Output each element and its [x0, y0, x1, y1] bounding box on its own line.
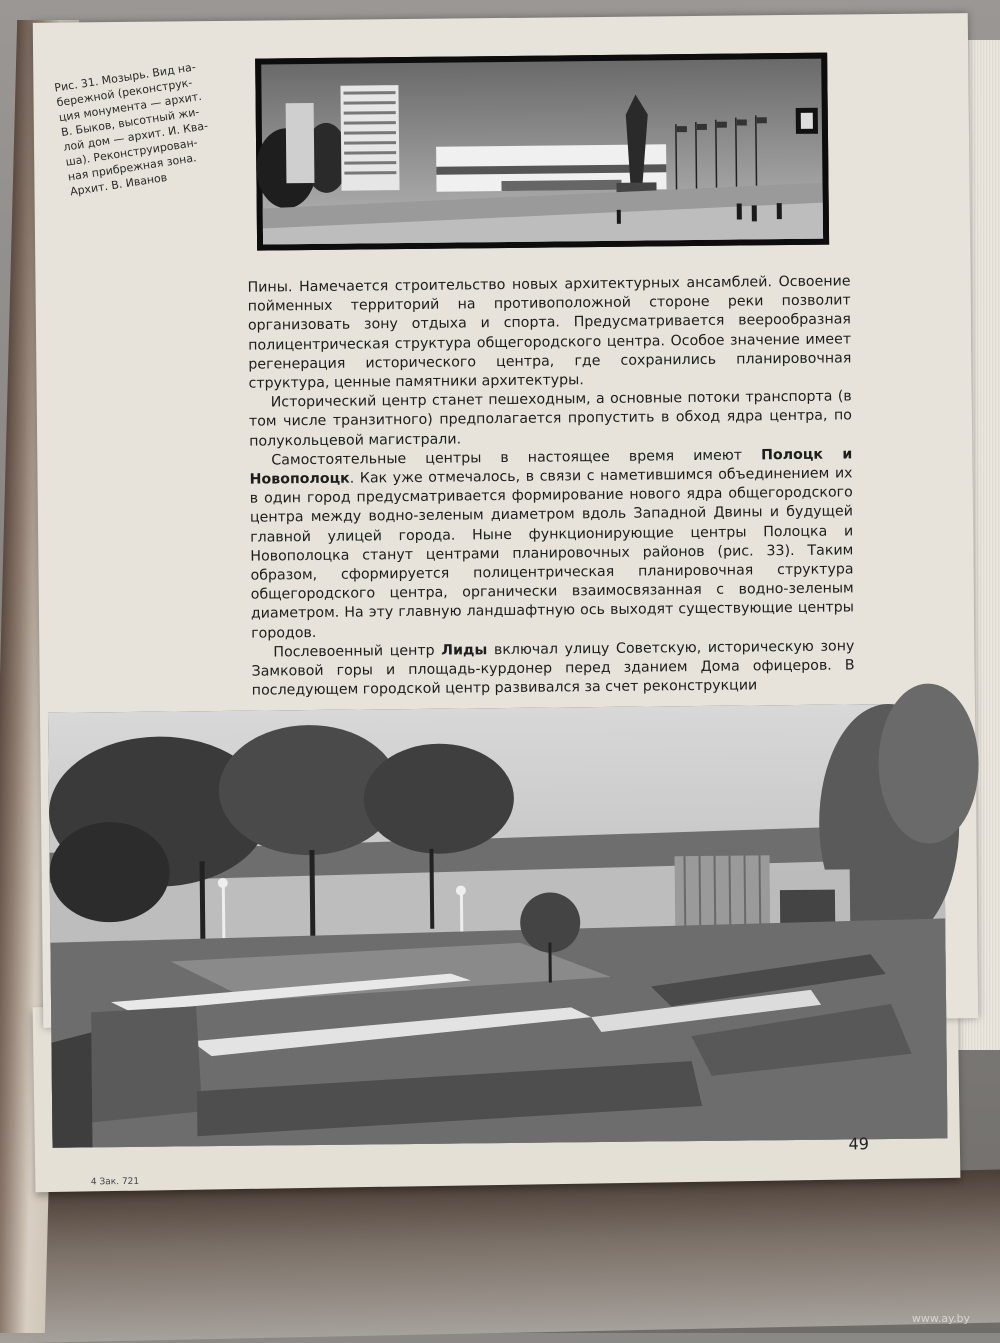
paragraph-4-start: Послевоенный центр [273, 642, 442, 661]
paragraph-1: Пины. Намечается строительство новых архитектурных ансамблей. Освоение пойменных территорий на противоположной стороне реки позволит организовать зону отдыха и спорта. Предусматривается веерообразная полицентрическая структура общегородского центра. Особое значение имеет регенерация исторического центра, где сохранились планировочная структура, ценные памятники архитектуры. [247, 273, 852, 392]
body-text [247, 272, 854, 701]
figure-caption: Рис. 31. Мозырь. Вид на- бережной (реконструк- ция монумента — архит. В. Быков, высотный жи- лой дом — архит. И. Ква- ша). Реконструирован- ная прибрежная зона. Архит. В. Иванов [53, 60, 209, 199]
photo-bottom-illustration [48, 703, 948, 1147]
photo-top-illustration [255, 53, 829, 251]
paragraph-3 [249, 445, 854, 643]
photo-mozyr-embankment [255, 53, 829, 251]
book-cover-bottom [0, 1170, 1000, 1343]
paragraph-3-end: . Как уже отмечалось, в связи с наметившимся объединением их в один город предусматривается формирование нового ядра общегородского центра между водно-зеленым диаметром вдоль Западной Двины и будущей главной улицей города. Ныне функционирующие центры Полоцка и Новополоцка станут центрами планировочных районов (рис. 33). Таким образом, сформируется полицентрическая планировочная структура общегородского центра, органически взаимосвязанная с водно-зеленым диаметром. На эту главную ландшафтную ось выходят существующие центры городов. [249, 465, 855, 642]
footer-mark: 4 Зак. 721 [90, 1176, 140, 1188]
paragraph-4-end: включал улицу Советскую, историческую зону Замковой горы и площадь-курдонер перед зданием Дома офицеров. В последующем городской центр развивался за счет реконструкции [251, 638, 855, 699]
paragraph-3-start: Самостоятельные центры в настоящее время имеют [271, 447, 762, 469]
paragraph-4-bold: Лиды [441, 642, 488, 659]
photo-riverside-park [48, 703, 948, 1147]
paragraph-4 [251, 637, 855, 701]
book-page [33, 13, 978, 1188]
paragraph-2: Исторический центр станет пешеходным, а основные потоки транспорта (в том числе транзитного) предполагается пропустить в обход ядра центра, по полукольцевой магистрали. [248, 388, 853, 450]
page-number: 49 [848, 1134, 870, 1154]
watermark: www.ay.by [911, 1312, 970, 1325]
paragraph-3-bold: Полоцк и Новополоцк [249, 446, 853, 488]
